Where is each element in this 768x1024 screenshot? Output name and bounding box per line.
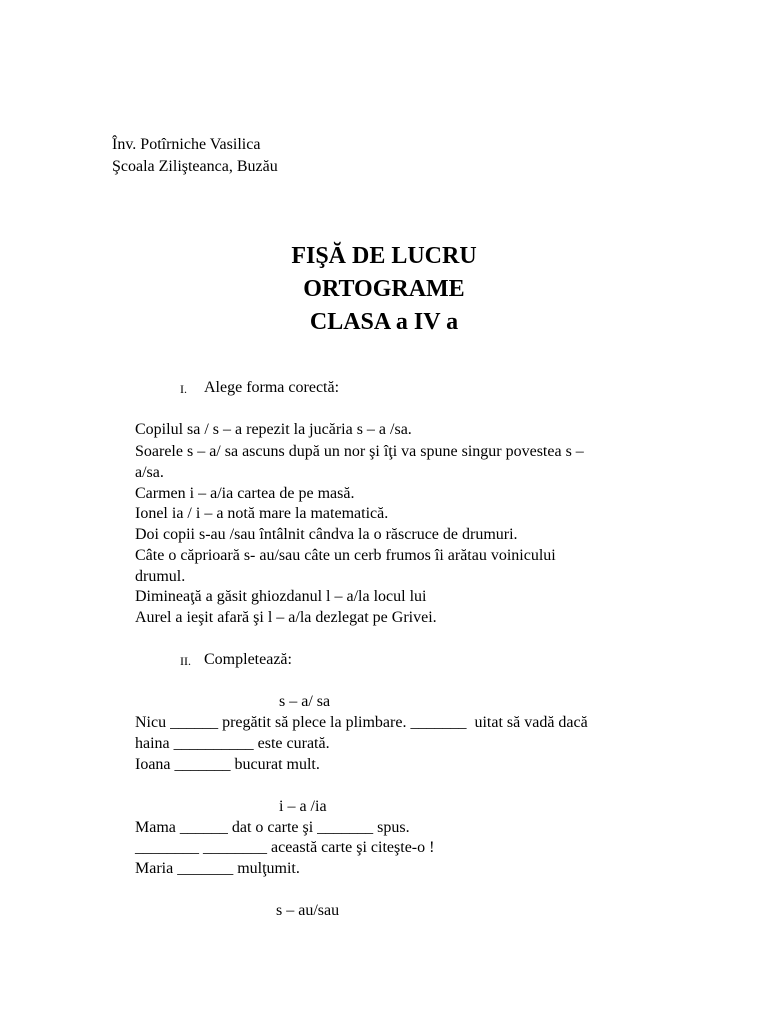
school-name: Şcoala Zilişteanca, Buzău (112, 158, 278, 175)
group-label: s – au/sau (276, 902, 340, 919)
exercise-line: Ioana _______ bucurat mult. (135, 756, 320, 773)
worksheet-title: FIŞĂ DE LUCRU (291, 243, 477, 269)
exercise-line: Copilul sa / s – a repezit la jucăria s – a /sa. (135, 421, 412, 438)
section-2-numeral: II. (180, 654, 191, 668)
exercise-line: Ionel ia / i – a notă mare la matematică. (135, 505, 389, 522)
exercise-line: Soarele s – a/ sa ascuns după un nor şi îţi va spune singur povestea s – (135, 443, 584, 460)
exercise-line: Maria _______ mulţumit. (135, 860, 300, 877)
worksheet-class: CLASA a IV a (309, 309, 459, 335)
exercise-line: Mama ______ dat o carte şi _______ spus. (135, 819, 410, 836)
exercise-line: Dimineaţă a găsit ghiozdanul l – a/la locul lui (135, 588, 427, 605)
exercise-line: drumul. (135, 568, 186, 585)
exercise-line: a/sa. (135, 464, 164, 481)
section-1-numeral: I. (180, 382, 187, 396)
exercise-line: Aurel a ieşit afară şi l – a/la dezlegat pe Grivei. (135, 609, 437, 626)
worksheet-subject: ORTOGRAME (303, 276, 465, 302)
section-2-heading: Completează: (204, 651, 292, 668)
exercise-line: haina __________ este curată. (135, 735, 330, 752)
group-label: s – a/ sa (279, 693, 331, 710)
exercise-line: ________ ________ această carte şi citeşte-o ! (135, 839, 435, 856)
exercise-line: Câte o căprioară s- au/sau câte un cerb frumos îi arătau voinicului (135, 547, 556, 564)
group-label: i – a /ia (279, 798, 327, 815)
section-1-heading: Alege forma corectă: (204, 379, 340, 396)
exercise-line: Doi copii s-au /sau întâlnit cândva la o răscruce de drumuri. (135, 526, 518, 543)
exercise-line: Nicu ______ pregătit să plece la plimbare. _______ uitat să vadă dacă (135, 714, 588, 731)
teacher-name: Înv. Potîrniche Vasilica (112, 136, 261, 153)
exercise-line: Carmen i – a/ia cartea de pe masă. (135, 485, 355, 502)
